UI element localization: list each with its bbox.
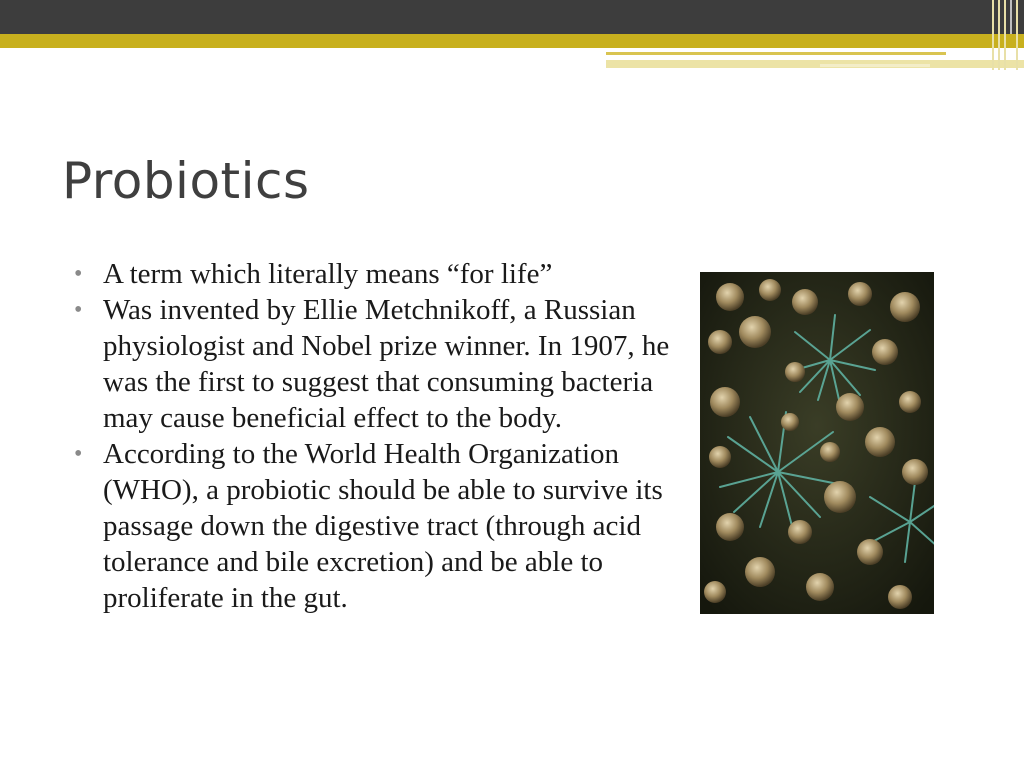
bullet-text: Was invented by Ellie Metchnikoff, a Russian physiologist and Nobel prize winner. In 1907, he was the first to suggest that consuming bacteria may cause beneficial effect to the body. xyxy=(103,294,670,434)
bacteria-photo xyxy=(700,272,934,614)
bullet-item xyxy=(70,292,680,436)
accent-stripe xyxy=(0,34,1024,48)
bullet-item xyxy=(70,256,680,292)
bullet-icon: • xyxy=(74,297,83,323)
accent-line xyxy=(606,60,1024,68)
slide-title: Probiotics xyxy=(62,152,310,210)
decorative-vertical-lines xyxy=(990,0,1024,70)
bullet-item xyxy=(70,436,680,616)
bullet-text: According to the World Health Organization (WHO), a probiotic should be able to survive its passage down the digestive tract (through acid tolerance and bile excretion) and be able to proliferate in the gut. xyxy=(103,438,663,614)
bullet-list xyxy=(70,256,680,616)
top-bar xyxy=(0,0,1024,34)
bullet-icon: • xyxy=(74,441,83,467)
bullet-icon: • xyxy=(74,261,83,287)
bullet-text: A term which literally means “for life” xyxy=(103,258,553,290)
microscopic-bacteria-icon xyxy=(700,272,934,614)
accent-line xyxy=(606,52,946,55)
accent-line xyxy=(820,64,930,67)
